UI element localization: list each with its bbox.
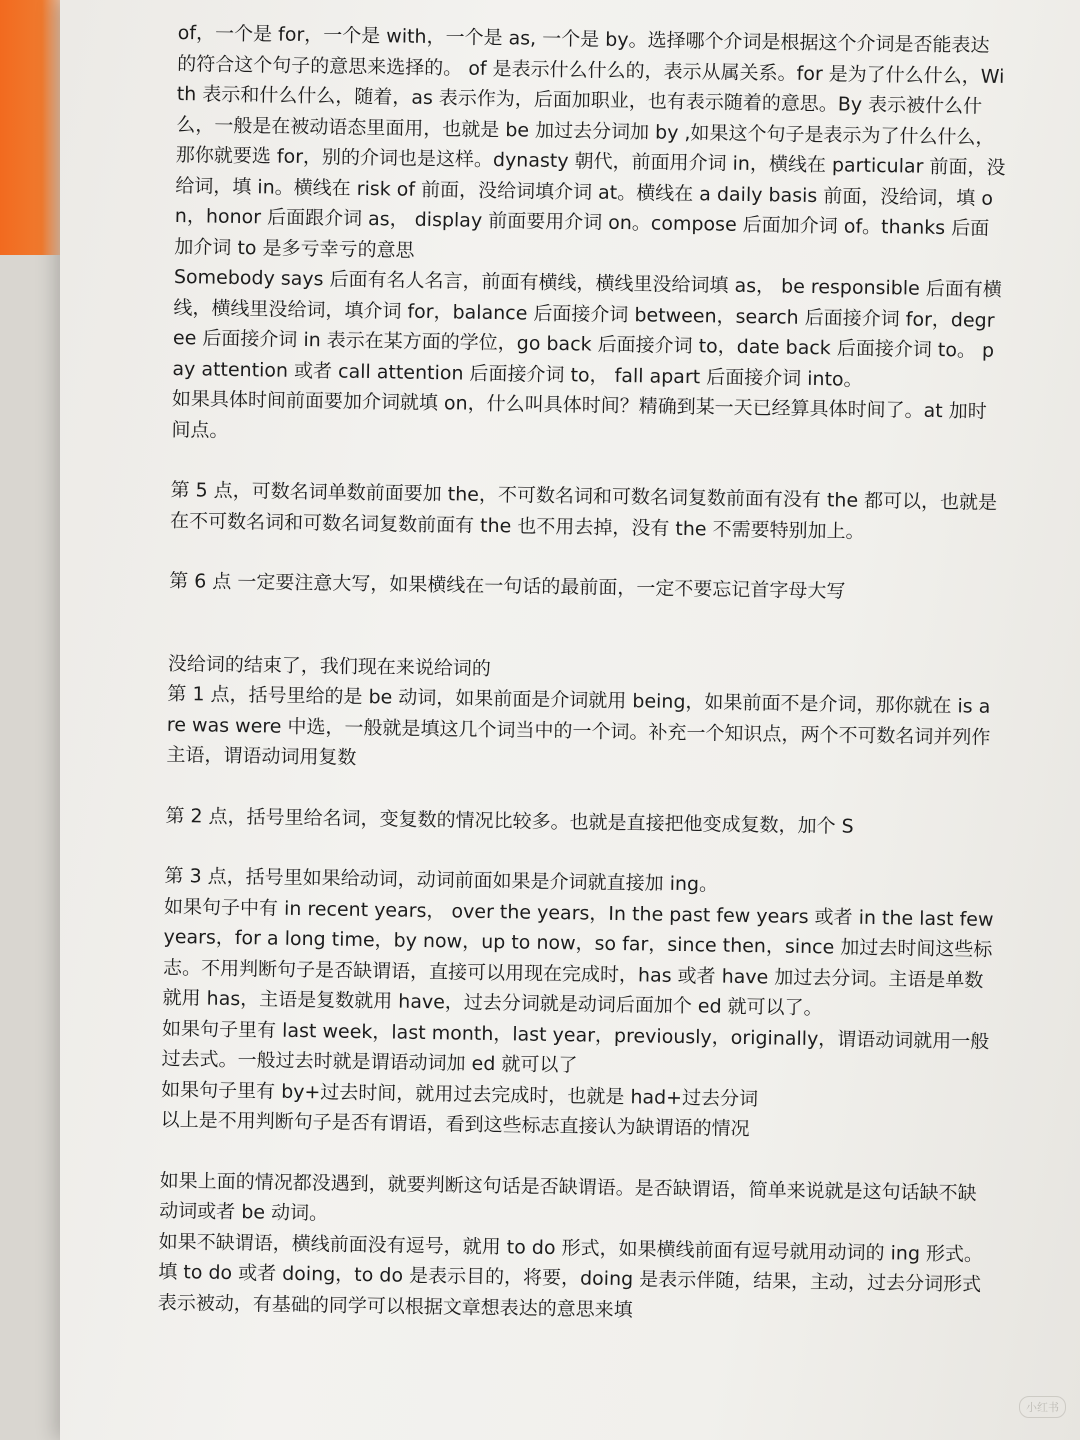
paragraph-point-6: 第 6 点 一定要注意大写，如果横线在一句话的最前面，一定不要忘记首字母大写 [168,569,846,603]
paragraph-missing-predicate: 如果上面的情况都没遇到，就要判断这句话是否缺谓语。是否缺谓语，简单来说就是这句话缺不缺动词或者 be 动词。 [159,1169,977,1225]
paragraph-given-words-intro: 没给词的结束了，我们现在来说给词的 [167,652,492,680]
paragraph-prepositions: of，一个是 for，一个是 with，一个是 as, 一个是 by。选择哪个介词是根据这个介词是否能表达的符合这个句子的意思来选择的。 of 是表示什么什么的，表示从属关系。for 是为了什么什么，With 表示和什么什么，随着，as 表示作为，后面加职业，也有表示随着的意思。By 表示被什么什么，一般是在被动语态里面用，也就是 be 加过去分词加 by ,如果这个句子是表示为了什么什么，那你就要选 for，别的介词也是这样。dynasty 朝代，前面用介词 in，横线在 particular 前面，没给词，填 in。横线在 risk of 前面，没给词填介词 at。横线在 a daily basis 前面，没给词，填 on，honor 后面跟介词 as， display 前面要用介词 on。compose 后面加介词 of。thanks 后面加介词 to 是多亏幸亏的意思 [174,21,1006,262]
page-text [158,18,1008,1331]
paragraph-specific-time: 如果具体时间前面要加介词就填 on，什么叫具体时间？精确到某一天已经算具体时间了。at 加时间点。 [171,387,987,442]
paragraph-past-perfect: 如果句子里有 by+过去时间，就用过去完成时，也就是 had+过去分词 [160,1078,759,1110]
paragraph-present-perfect: 如果句子中有 in recent years， over the years，In the past few years 或者 in the last few years，for a long time，by now，up to now，so far，since then，since 加过去时间这些标志。不用判断句子是否缺谓语，直接可以用现在完成时，has 或者 have 加过去分词。主语是单数就用 has，主语是复数就用 have，过去分词就是动词后面加个 ed 就可以了。 [162,895,994,1020]
paragraph-preposition-collocations: Somebody says 后面有名人名言，前面有横线，横线里没给词填 as， be responsible 后面有横线，横线里没给词，填介词 for，balance 后面接介词 between，search 后面接介词 for，degree 后面接介词 in 表示在某方面的学位，go back 后面接介词 to，date back 后面接介词 to。 pay attention 或者 call attention 后面接介词 to， fall apart 后面接介词 into。 [172,265,1003,391]
paragraph-point-5: 第 5 点，可数名词单数前面要加 the，不可数名词和可数名词复数前面有没有 the 都可以，也就是在不可数名词和可数名词复数前面有 the 也不用去掉，没有 the 不需要特别加上。 [169,478,998,543]
paragraph-given-point-2: 第 2 点，括号里给名词，变复数的情况比较多。也就是直接把他变成复数，加个 S [165,804,854,838]
paragraph-nonfinite-forms: 如果不缺谓语，横线前面没有逗号，就用 to do 形式，如果横线前面有逗号就用动词的 ing 形式。填 to do 或者 doing，to do 是表示目的，将要，doing 是表示伴随，结果，主动，过去分词形式表示被动，有基础的同学可以根据文章想表达的意思来填 [157,1230,984,1321]
paragraph-summary: 以上是不用判断句子是否有谓语，看到这些标志直接认为缺谓语的情况 [160,1108,750,1141]
book-page [60,0,1080,1440]
paragraph-simple-past: 如果句子里有 last week，last month，last year，previously，originally，谓语动词就用一般过去式。一般过去时就是谓语动词加 ed 就可以了 [161,1017,990,1077]
paragraph-given-point-1: 第 1 点，括号里给的是 be 动词，如果前面是介词就用 being，如果前面不是介词，那你就在 is are was were 中选，一般就是填这几个词当中的一个词。补充一个知识点，两个不可数名词并列作主语，谓语动词用复数 [166,682,991,769]
watermark-logo: 小红书 [1019,1396,1066,1418]
paragraph-given-point-3: 第 3 点，括号里如果给动词，动词前面如果是介词就直接加 ing。 [164,864,719,896]
